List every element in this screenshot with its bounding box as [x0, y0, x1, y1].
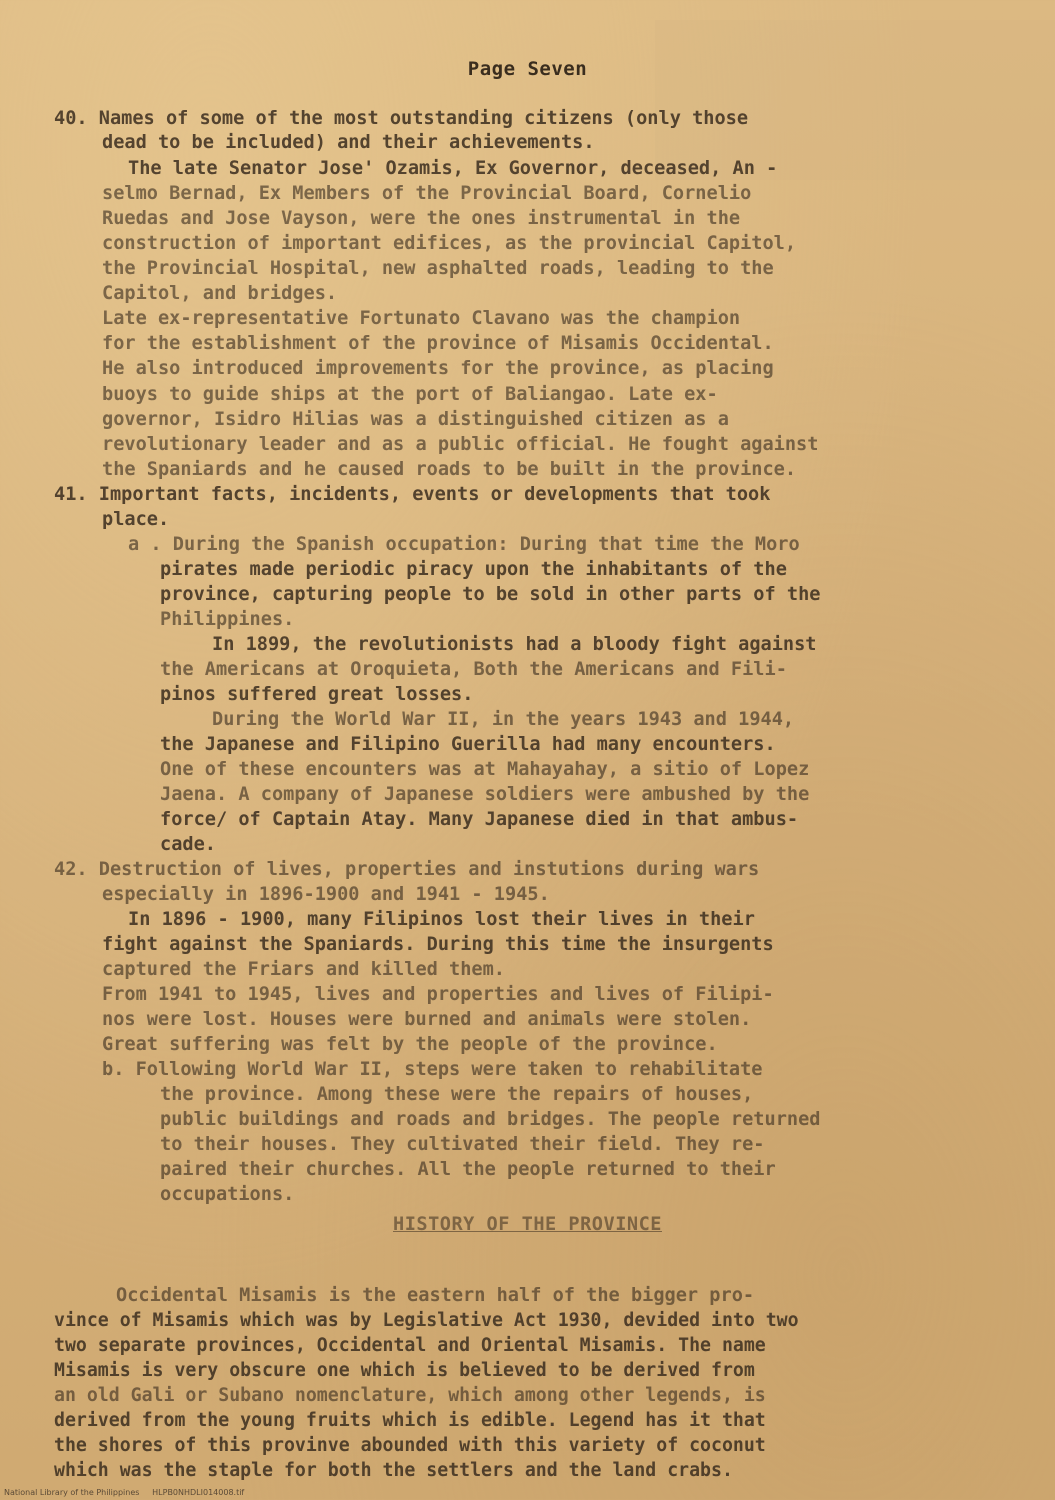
text-line: Late ex-representative Fortunato Clavano was the champion	[102, 308, 741, 329]
text-line: to their houses. They cultivated their field. They re-	[160, 1134, 765, 1155]
text-line: occupations.	[160, 1184, 295, 1205]
history-line: which was the staple for both the settlers and the land crabs.	[54, 1460, 733, 1481]
text-line: a . During the Spanish occupation: During that time the Moro	[128, 534, 800, 555]
history-line: derived from the young fruits which is edible. Legend has it that	[54, 1410, 766, 1431]
text-line: cade.	[160, 834, 216, 855]
bleed-through-shadow	[655, 20, 1055, 180]
text-line: paired their churches. All the people returned to their	[160, 1159, 776, 1180]
history-line: the shores of this provinve abounded with this variety of coconut	[54, 1435, 766, 1456]
text-line: In 1896 - 1900, many Filipinos lost their lives in their	[128, 909, 755, 930]
text-line: public buildings and roads and bridges. The people returned	[160, 1109, 821, 1130]
text-line: 40. Names of some of the most outstanding citizens (only those	[54, 108, 749, 129]
scan-footer	[4, 1488, 244, 1497]
text-line: the Japanese and Filipino Guerilla had many encounters.	[160, 734, 776, 755]
text-line: Ruedas and Jose Vayson, were the ones instrumental in the	[102, 208, 741, 229]
history-line: an old Gali or Subano nomenclature, which among other legends, is	[54, 1385, 766, 1406]
text-line: In 1899, the revolutionists had a bloody fight against	[212, 634, 817, 655]
text-line: for the establishment of the province of Misamis Occidental.	[102, 333, 774, 354]
text-line: place.	[102, 509, 170, 530]
history-line: Misamis is very obscure one which is believed to be derived from	[54, 1360, 755, 1381]
page-title: Page Seven	[467, 58, 588, 80]
text-line: Capitol, and bridges.	[102, 283, 338, 304]
text-line: especially in 1896-1900 and 1941 - 1945.	[102, 884, 550, 905]
history-heading: HISTORY OF THE PROVINCE	[393, 1214, 662, 1235]
footer-file: HLPB0NHDLI014008.tif	[152, 1488, 245, 1497]
text-line: governor, Isidro Hilias was a distinguished citizen as a	[102, 409, 729, 430]
text-line: pinos suffered great losses.	[160, 684, 474, 705]
text-line: nos were lost. Houses were burned and animals were stolen.	[102, 1009, 752, 1030]
text-line: pirates made periodic piracy upon the inhabitants of the	[160, 559, 787, 580]
text-line: Jaena. A company of Japanese soldiers were ambushed by the	[160, 784, 810, 805]
text-line: During the World War II, in the years 1943 and 1944,	[212, 709, 795, 730]
text-line: revolutionary leader and as a public official. He fought against	[102, 434, 819, 455]
text-line: One of these encounters was at Mahayahay, a sitio of Lopez	[160, 759, 810, 780]
text-line: 41. Important facts, incidents, events or developments that took	[54, 484, 771, 505]
text-line: From 1941 to 1945, lives and properties and lives of Filipi-	[102, 984, 774, 1005]
text-line: b. Following World War II, steps were taken to rehabilitate	[102, 1059, 763, 1080]
text-line: Great suffering was felt by the people of the province.	[102, 1034, 718, 1055]
text-line: the Spaniards and he caused roads to be built in the province.	[102, 459, 797, 480]
history-line: vince of Misamis which was by Legislative Act 1930, devided into two	[54, 1310, 799, 1331]
text-line: fight against the Spaniards. During this time the insurgents	[102, 934, 774, 955]
text-line: province, capturing people to be sold in other parts of the	[160, 584, 821, 605]
text-line: construction of important edifices, as the provincial Capitol,	[102, 233, 797, 254]
text-line: buoys to guide ships at the port of Baliangao. Late ex-	[102, 384, 718, 405]
text-line: the Provincial Hospital, new asphalted roads, leading to the	[102, 258, 774, 279]
history-line: Occidental Misamis is the eastern half of the bigger pro-	[116, 1285, 755, 1306]
text-line: The late Senator Jose' Ozamis, Ex Governor, deceased, An -	[128, 158, 778, 179]
footer-library: National Library of the Philippines	[4, 1488, 140, 1497]
text-line: dead to be included) and their achievements.	[102, 132, 595, 153]
text-line: Philippines.	[160, 609, 295, 630]
history-line: two separate provinces, Occidental and Oriental Misamis. The name	[54, 1335, 766, 1356]
text-line: He also introduced improvements for the province, as placing	[102, 358, 774, 379]
text-line: the Americans at Oroquieta, Both the Americans and Fili-	[160, 659, 787, 680]
text-line: captured the Friars and killed them.	[102, 959, 505, 980]
text-line: force/ of Captain Atay. Many Japanese died in that ambus-	[160, 809, 799, 830]
text-line: the province. Among these were the repairs of houses,	[160, 1084, 754, 1105]
text-line: selmo Bernad, Ex Members of the Provincial Board, Cornelio	[102, 183, 752, 204]
text-line: 42. Destruction of lives, properties and instutions during wars	[54, 859, 760, 880]
